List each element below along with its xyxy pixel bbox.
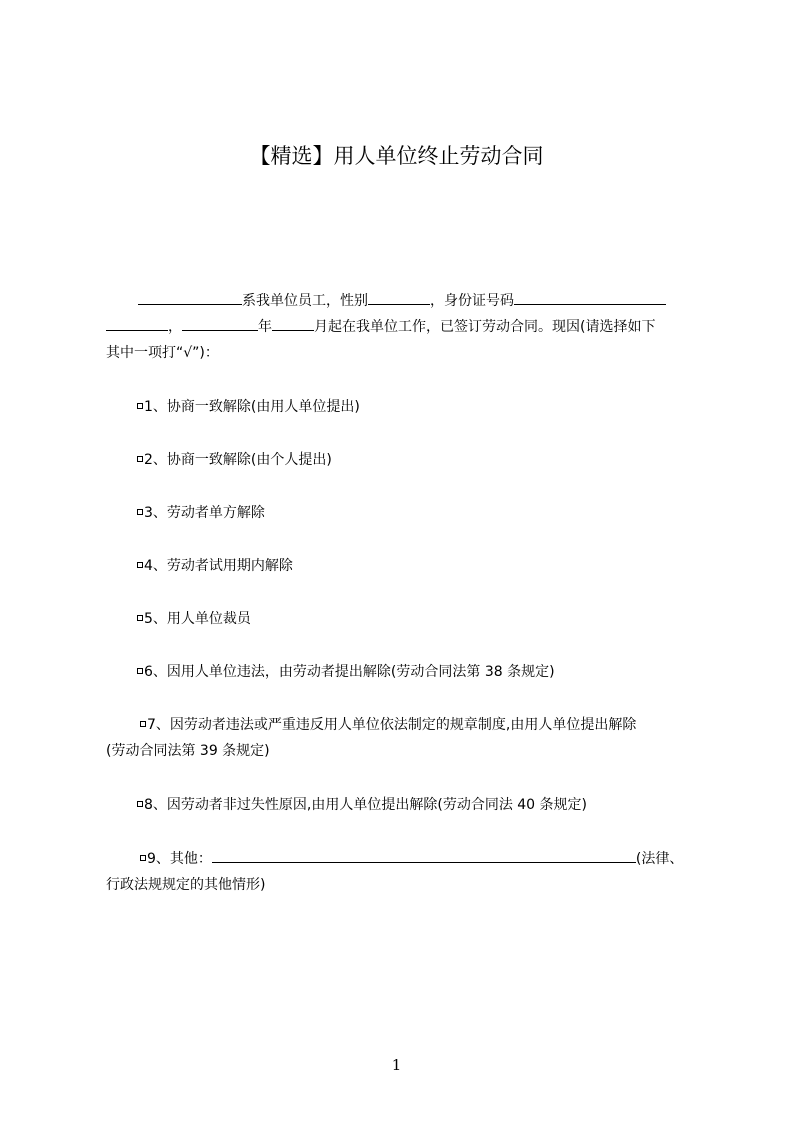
intro-text-1a: 系我单位员工，性别 [242,293,368,309]
option-1-label: 1、协商一致解除(由用人单位提出) [144,399,360,415]
page-number: 1 [391,1056,402,1074]
option-9-suffix: (法律、 [635,851,684,867]
name-blank[interactable] [138,290,242,305]
other-reason-blank[interactable] [212,848,636,863]
option-1[interactable] [137,396,360,418]
intro-text-2b: 年 [258,319,272,335]
month-blank[interactable] [272,316,314,331]
checkbox-icon[interactable] [140,855,146,861]
option-4-label: 4、劳动者试用期内解除 [144,558,293,574]
checkbox-icon[interactable] [137,668,143,674]
option-4[interactable] [137,555,293,577]
option-2[interactable] [137,449,332,471]
option-8-label: 8、因劳动者非过失性原因,由用人单位提出解除(劳动合同法 40 条规定) [144,797,587,813]
option-6[interactable] [137,661,555,683]
checkbox-icon[interactable] [137,456,143,462]
intro-line-2 [106,316,655,338]
option-7-label: 7、因劳动者违法或严重违反用人单位依法制定的规章制度,由用人单位提出解除 [147,717,637,733]
option-5[interactable] [137,608,251,630]
checkbox-icon[interactable] [137,403,143,409]
year-blank[interactable] [182,316,258,331]
gender-blank[interactable] [368,290,430,305]
checkbox-icon[interactable] [140,721,146,727]
id-number-blank[interactable] [514,290,666,305]
intro-text-1b: ，身份证号码 [430,293,514,309]
option-8[interactable] [137,794,587,816]
option-9-label: 9、其他： [147,851,212,867]
option-3-label: 3、劳动者单方解除 [144,505,265,521]
checkbox-icon[interactable] [137,801,143,807]
intro-line-1 [138,290,666,312]
option-7-continuation: (劳动合同法第 39 条规定) [106,743,270,759]
option-9-continuation: 行政法规规定的其他情形) [106,877,266,893]
option-7[interactable] [140,714,636,736]
option-9[interactable] [140,848,683,870]
checkbox-icon[interactable] [137,562,143,568]
intro-text-2a: ， [168,319,182,335]
option-6-label: 6、因用人单位违法，由劳动者提出解除(劳动合同法第 38 条规定) [144,664,555,680]
id-number-blank-continued[interactable] [106,316,168,331]
intro-line-3: 其中一项打“√”)： [106,345,219,361]
intro-text-2c: 月起在我单位工作，已签订劳动合同。现因(请选择如下 [314,319,656,335]
option-3[interactable] [137,502,265,524]
option-2-label: 2、协商一致解除(由个人提出) [144,452,332,468]
document-title: 【精选】用人单位终止劳动合同 [249,144,544,168]
checkbox-icon[interactable] [137,615,143,621]
checkbox-icon[interactable] [137,509,143,515]
option-5-label: 5、用人单位裁员 [144,611,251,627]
